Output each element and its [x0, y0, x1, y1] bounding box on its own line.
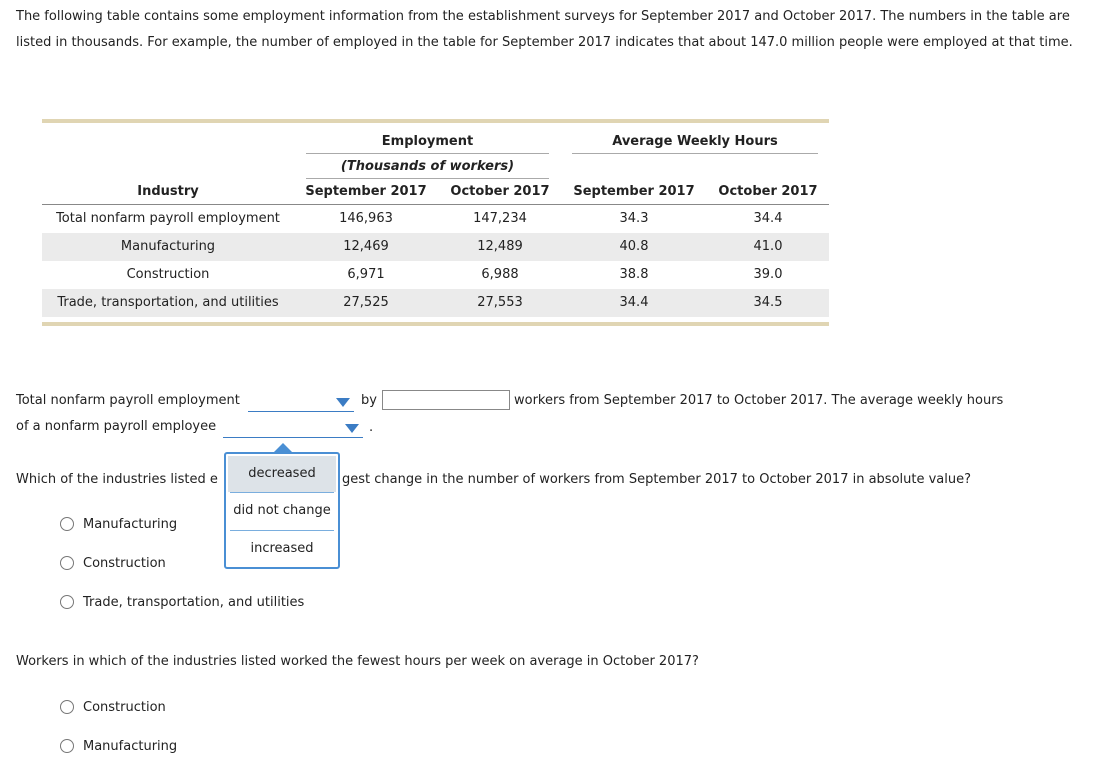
popup-caret: [274, 443, 292, 452]
radio-q3-manufacturing[interactable]: [60, 739, 74, 753]
cell-hrs-sep: 38.8: [619, 267, 649, 282]
option-increased[interactable]: increased: [250, 541, 314, 556]
dropdown-popup: [224, 452, 340, 569]
table-row: [42, 233, 829, 261]
radio-label: Trade, transportation, and utilities: [83, 595, 305, 610]
q1-text-part1: Total nonfarm payroll employment: [16, 393, 240, 408]
option-decreased[interactable]: decreased: [228, 456, 336, 492]
radio-q2-construction[interactable]: [60, 556, 74, 570]
cell-emp-sep: 146,963: [339, 211, 393, 226]
radio-label: Manufacturing: [83, 739, 178, 754]
option-did-not-change[interactable]: did not change: [233, 503, 331, 518]
col-emp-oct: October 2017: [450, 184, 550, 199]
cell-hrs-oct: 41.0: [753, 239, 783, 254]
cell-emp-sep: 27,525: [343, 295, 389, 310]
header-employment-rule: [306, 153, 549, 154]
cell-emp-oct: 147,234: [473, 211, 527, 226]
col-hrs-oct: October 2017: [718, 184, 818, 199]
header-employment: Employment: [381, 134, 474, 149]
q1-text-part2: workers from September 2017 to October 2017. The average weekly hours: [514, 393, 1004, 408]
q1-end: .: [369, 420, 374, 435]
radio-label: Construction: [83, 700, 166, 715]
cell-industry: Total nonfarm payroll employment: [56, 211, 280, 226]
col-industry: Industry: [137, 184, 199, 199]
cell-emp-oct: 6,988: [481, 267, 519, 282]
table-row: [42, 261, 829, 289]
cell-industry: Construction: [126, 267, 210, 282]
cell-hrs-sep: 34.3: [619, 211, 649, 226]
radio-q2-trade[interactable]: [60, 595, 74, 609]
intro-text: The following table contains some employment information from the establishment surveys for September 2017 and October 2017. The numbers in the table are listed in thousands. For example, the number of employed in the table for September 2017 indicates that about 147.0 million people were employed at that time.: [16, 9, 1073, 50]
col-hrs-sep: September 2017: [573, 184, 695, 199]
table-bottom-rule: [42, 322, 829, 326]
col-emp-sep: September 2017: [305, 184, 427, 199]
header-employment-sub-rule: [306, 178, 549, 179]
employment-change-dropdown[interactable]: [248, 391, 354, 412]
radio-label: Construction: [83, 556, 166, 571]
table-top-rule: [42, 119, 829, 123]
chevron-down-icon: [345, 424, 359, 433]
table-row: [42, 205, 829, 233]
cell-hrs-oct: 39.0: [753, 267, 783, 282]
cell-hrs-sep: 40.8: [619, 239, 649, 254]
header-hours-rule: [572, 153, 818, 154]
cell-emp-oct: 27,553: [477, 295, 523, 310]
q1-by: by: [361, 393, 377, 408]
cell-hrs-oct: 34.4: [753, 211, 783, 226]
q1-text-part3: of a nonfarm payroll employee: [16, 419, 217, 434]
cell-hrs-sep: 34.4: [619, 295, 649, 310]
cell-emp-oct: 12,489: [477, 239, 523, 254]
q2-text-left: Which of the industries listed e: [16, 472, 218, 487]
cell-industry: Trade, transportation, and utilities: [57, 295, 279, 310]
worker-change-input[interactable]: [382, 390, 510, 410]
cell-industry: Manufacturing: [120, 239, 216, 254]
header-hours: Average Weekly Hours: [612, 134, 778, 149]
table-row: [42, 289, 829, 317]
radio-label: Manufacturing: [83, 517, 178, 532]
chevron-down-icon: [336, 398, 350, 407]
header-employment-sub: (Thousands of workers): [340, 159, 515, 174]
radio-q3-construction[interactable]: [60, 700, 74, 714]
q3-text: Workers in which of the industries listed worked the fewest hours per week on average in October 2017?: [16, 654, 699, 669]
cell-hrs-oct: 34.5: [753, 295, 783, 310]
cell-emp-sep: 12,469: [343, 239, 389, 254]
radio-q2-manufacturing[interactable]: [60, 517, 74, 531]
q2-text-right: gest change in the number of workers from September 2017 to October 2017 in absolute value?: [342, 472, 972, 487]
cell-emp-sep: 6,971: [347, 267, 385, 282]
hours-change-dropdown[interactable]: [223, 417, 363, 438]
